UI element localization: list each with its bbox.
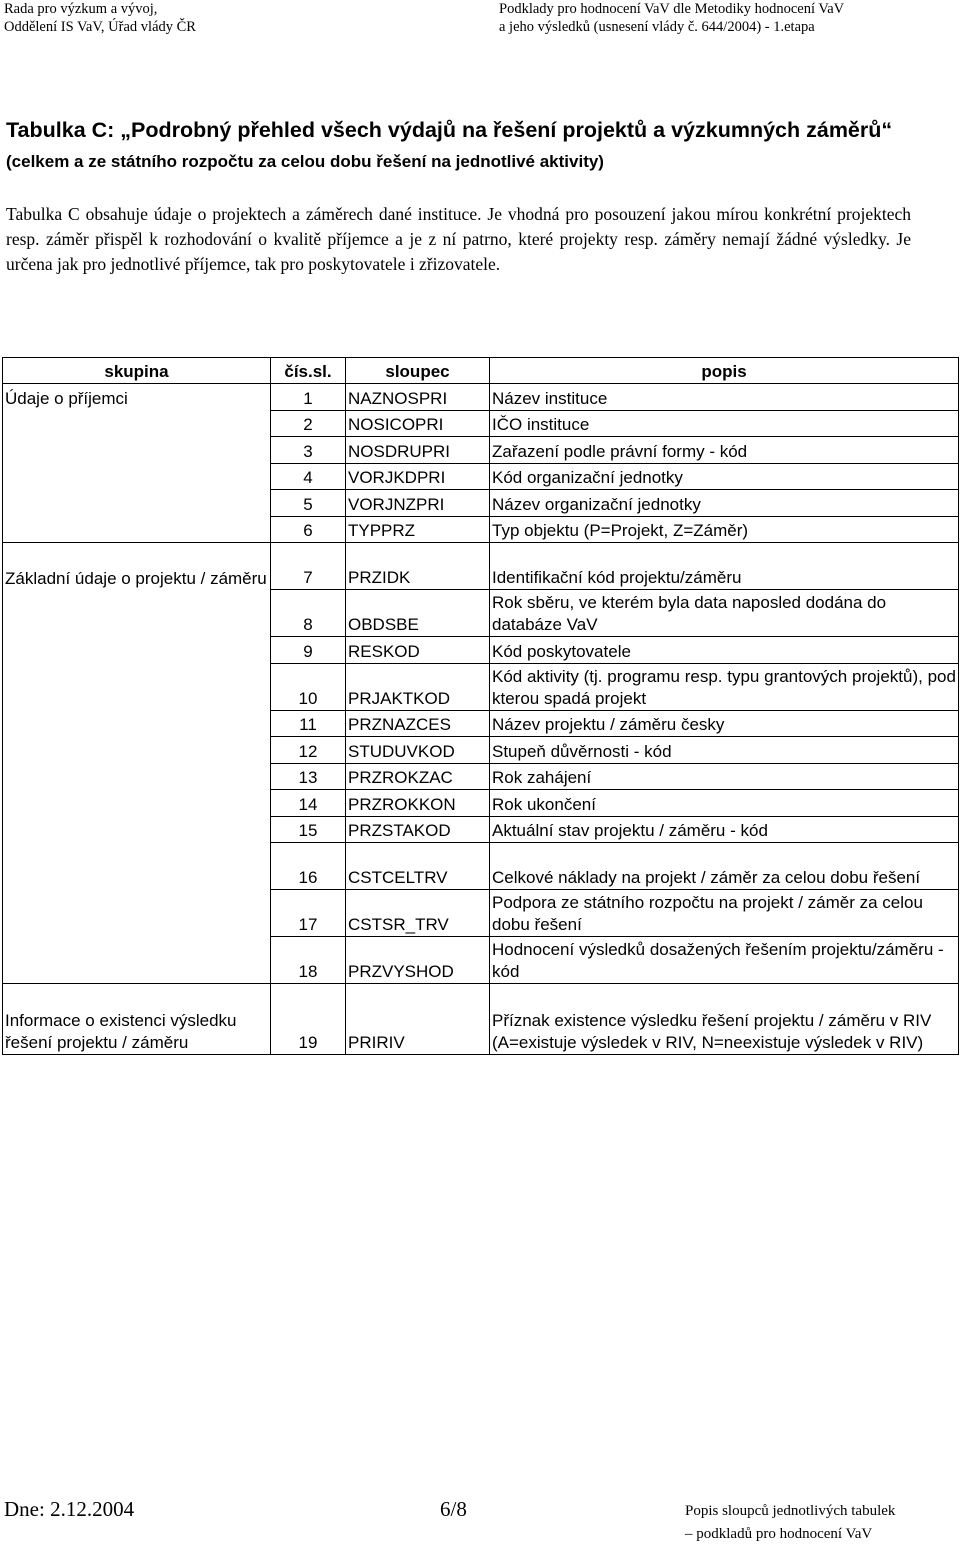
column-number-cell: 18 bbox=[271, 937, 346, 984]
table-row bbox=[3, 463, 959, 490]
table-row bbox=[3, 890, 959, 937]
column-description-cell: Příznak existence výsledku řešení projektu / záměru v RIV (A=existuje výsledek v RIV, N=neexistuje výsledek v RIV) bbox=[490, 984, 959, 1055]
footer-right bbox=[685, 1500, 895, 1546]
header-skupina: skupina bbox=[3, 358, 271, 384]
column-number-cell: 13 bbox=[271, 763, 346, 790]
column-number-cell: 19 bbox=[271, 984, 346, 1055]
table-row bbox=[3, 637, 959, 664]
column-description-cell: Zařazení podle právní formy - kód bbox=[490, 437, 959, 464]
group-cell bbox=[3, 463, 271, 490]
group-cell bbox=[3, 663, 271, 710]
column-number-cell: 3 bbox=[271, 437, 346, 464]
footer-date: Dne: 2.12.2004 bbox=[4, 1497, 135, 1521]
column-code-cell: VORJKDPRI bbox=[346, 463, 490, 490]
column-description-cell: Stupeň důvěrnosti - kód bbox=[490, 737, 959, 764]
column-description-cell: Identifikační kód projektu/záměru bbox=[490, 543, 959, 590]
group-cell bbox=[3, 710, 271, 737]
column-code-cell: RESKOD bbox=[346, 637, 490, 664]
group-cell: Základní údaje o projektu / záměru bbox=[3, 543, 271, 590]
group-cell bbox=[3, 490, 271, 517]
column-number-cell: 16 bbox=[271, 843, 346, 890]
column-description-cell: Rok sběru, ve kterém byla data naposled dodána do databáze VaV bbox=[490, 590, 959, 637]
column-number-cell: 12 bbox=[271, 737, 346, 764]
table-row bbox=[3, 410, 959, 437]
footer-right-line1: Popis sloupců jednotlivých tabulek bbox=[685, 1503, 896, 1519]
table-row bbox=[3, 737, 959, 764]
column-number-cell: 2 bbox=[271, 410, 346, 437]
table-row bbox=[3, 816, 959, 843]
column-description-cell: Aktuální stav projektu / záměru - kód bbox=[490, 816, 959, 843]
column-code-cell: PRIRIV bbox=[346, 984, 490, 1055]
group-cell bbox=[3, 763, 271, 790]
group-cell bbox=[3, 737, 271, 764]
table-row bbox=[3, 543, 959, 590]
page-title bbox=[6, 116, 936, 176]
table-body bbox=[3, 384, 959, 1055]
table-header-row bbox=[3, 358, 959, 384]
table-row bbox=[3, 937, 959, 984]
table-row bbox=[3, 843, 959, 890]
header-right bbox=[499, 0, 844, 36]
column-code-cell: OBDSBE bbox=[346, 590, 490, 637]
header-popis: popis bbox=[490, 358, 959, 384]
table-row bbox=[3, 490, 959, 517]
column-code-cell: STUDUVKOD bbox=[346, 737, 490, 764]
column-code-cell: PRZROKKON bbox=[346, 790, 490, 817]
column-code-cell: PRZROKZAC bbox=[346, 763, 490, 790]
header-right-line1: Podklady pro hodnocení VaV dle Metodiky hodnocení VaV bbox=[499, 1, 845, 17]
column-description-cell: Název projektu / záměru česky bbox=[490, 710, 959, 737]
column-description-cell: Název organizační jednotky bbox=[490, 490, 959, 517]
column-code-cell: VORJNZPRI bbox=[346, 490, 490, 517]
column-description-cell: Hodnocení výsledků dosažených řešením projektu/záměru - kód bbox=[490, 937, 959, 984]
column-description-cell: Název instituce bbox=[490, 384, 959, 411]
column-number-cell: 7 bbox=[271, 543, 346, 590]
table-row bbox=[3, 437, 959, 464]
group-cell bbox=[3, 590, 271, 637]
column-number-cell: 6 bbox=[271, 516, 346, 543]
column-code-cell: PRJAKTKOD bbox=[346, 663, 490, 710]
group-cell bbox=[3, 410, 271, 437]
column-description-cell: IČO instituce bbox=[490, 410, 959, 437]
table-row bbox=[3, 710, 959, 737]
column-code-cell: PRZNAZCES bbox=[346, 710, 490, 737]
column-code-cell: NOSICOPRI bbox=[346, 410, 490, 437]
table-row bbox=[3, 663, 959, 710]
column-number-cell: 8 bbox=[271, 590, 346, 637]
group-cell bbox=[3, 516, 271, 543]
column-code-cell: PRZVYSHOD bbox=[346, 937, 490, 984]
column-number-cell: 9 bbox=[271, 637, 346, 664]
footer-page-number: 6/8 bbox=[440, 1497, 467, 1521]
column-description-cell: Podpora ze státního rozpočtu na projekt / záměr za celou dobu řešení bbox=[490, 890, 959, 937]
table-row bbox=[3, 384, 959, 411]
column-description-cell: Rok ukončení bbox=[490, 790, 959, 817]
group-cell bbox=[3, 437, 271, 464]
column-number-cell: 5 bbox=[271, 490, 346, 517]
group-cell bbox=[3, 937, 271, 984]
header-left-line2: Oddělení IS VaV, Úřad vlády ČR bbox=[4, 19, 196, 35]
group-cell bbox=[3, 637, 271, 664]
column-number-cell: 14 bbox=[271, 790, 346, 817]
title-sub: (celkem a ze státního rozpočtu za celou dobu řešení na jednotlivé aktivity) bbox=[6, 152, 604, 171]
column-code-cell: CSTCELTRV bbox=[346, 843, 490, 890]
column-description-cell: Rok zahájení bbox=[490, 763, 959, 790]
header-left-line1: Rada pro výzkum a vývoj, bbox=[4, 1, 158, 17]
column-number-cell: 10 bbox=[271, 663, 346, 710]
column-description-cell: Celkové náklady na projekt / záměr za celou dobu řešení bbox=[490, 843, 959, 890]
table-row bbox=[3, 984, 959, 1055]
footer-right-line2: – podkladů pro hodnocení VaV bbox=[685, 1526, 873, 1542]
column-description-cell: Kód organizační jednotky bbox=[490, 463, 959, 490]
group-cell: Údaje o příjemci bbox=[3, 384, 271, 411]
intro-paragraph: Tabulka C obsahuje údaje o projektech a záměrech dané instituce. Je vhodná pro posouzení jakou mírou konkrétní projektech resp. záměr přispěl k rozhodování o kvalitě příjemce a je z ní patrno, které projekty resp. záměry nemají žádné výsledky. Je určena jak pro jednotlivé příjemce, tak pro poskytovatele i zřizovatele. bbox=[6, 204, 911, 274]
column-number-cell: 17 bbox=[271, 890, 346, 937]
column-code-cell: NOSDRUPRI bbox=[346, 437, 490, 464]
group-cell: Informace o existenci výsledku řešení projektu / záměru bbox=[3, 984, 271, 1055]
group-cell bbox=[3, 843, 271, 890]
group-cell bbox=[3, 890, 271, 937]
column-number-cell: 1 bbox=[271, 384, 346, 411]
column-code-cell: TYPPRZ bbox=[346, 516, 490, 543]
table-row bbox=[3, 590, 959, 637]
column-description-cell: Kód aktivity (tj. programu resp. typu grantových projektů), pod kterou spadá projekt bbox=[490, 663, 959, 710]
column-number-cell: 15 bbox=[271, 816, 346, 843]
header-right-line2: a jeho výsledků (usnesení vlády č. 644/2004) - 1.etapa bbox=[499, 19, 815, 35]
table-row bbox=[3, 790, 959, 817]
columns-table bbox=[2, 357, 959, 1055]
table-row bbox=[3, 763, 959, 790]
header-left bbox=[4, 0, 196, 36]
column-number-cell: 11 bbox=[271, 710, 346, 737]
group-cell bbox=[3, 816, 271, 843]
header-sloupec: sloupec bbox=[346, 358, 490, 384]
column-code-cell: CSTSR_TRV bbox=[346, 890, 490, 937]
group-cell bbox=[3, 790, 271, 817]
column-code-cell: PRZIDK bbox=[346, 543, 490, 590]
column-code-cell: PRZSTAKOD bbox=[346, 816, 490, 843]
column-code-cell: NAZNOSPRI bbox=[346, 384, 490, 411]
title-main: Tabulka C: „Podrobný přehled všech výdajů na řešení projektů a výzkumných záměrů“ bbox=[6, 118, 893, 142]
column-description-cell: Typ objektu (P=Projekt, Z=Záměr) bbox=[490, 516, 959, 543]
column-description-cell: Kód poskytovatele bbox=[490, 637, 959, 664]
column-number-cell: 4 bbox=[271, 463, 346, 490]
table-row bbox=[3, 516, 959, 543]
header-cis-sl: čís.sl. bbox=[271, 358, 346, 384]
